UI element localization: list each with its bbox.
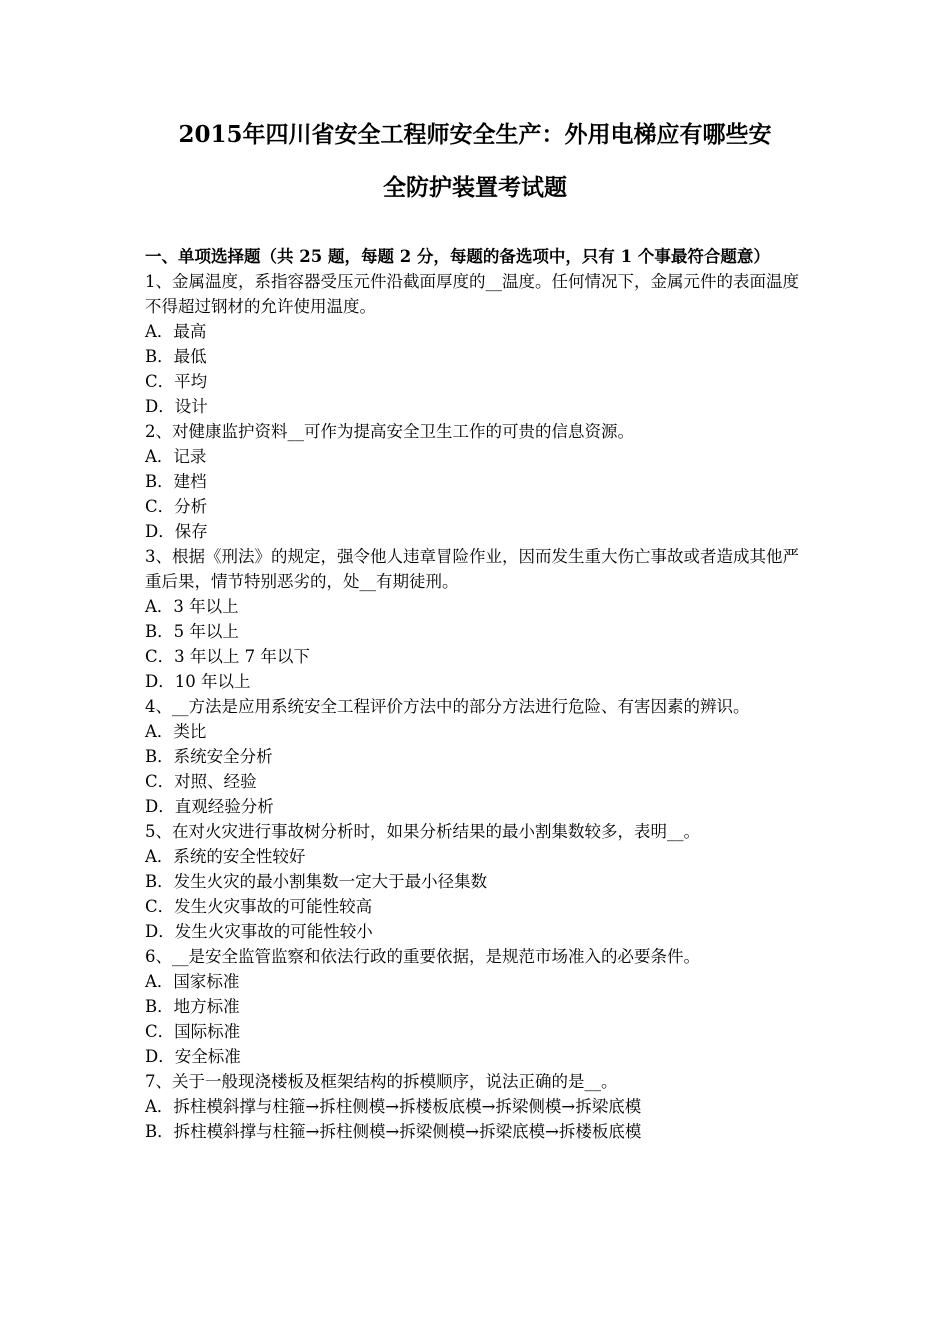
- document-body: [145, 244, 810, 1144]
- question-5: [145, 819, 810, 944]
- option-b: B．5 年以上: [145, 622, 239, 641]
- option-a: A．系统的安全性较好: [145, 847, 306, 866]
- question-text: 7、关于一般现浇楼板及框架结构的拆模顺序，说法正确的是__。: [145, 1072, 618, 1091]
- question-text: 2、对健康监护资料__可作为提高安全卫生工作的可贵的信息资源。: [145, 422, 634, 441]
- option-d: D．直观经验分析: [145, 797, 274, 816]
- option-d: D．10 年以上: [145, 672, 251, 691]
- question-1: [145, 269, 810, 419]
- option-b: B．建档: [145, 472, 207, 491]
- option-c: C．对照、经验: [145, 772, 257, 791]
- section-heading: 一、单项选择题（共 25 题，每题 2 分，每题的备选项中，只有 1 个事最符合题意）: [145, 247, 770, 266]
- question-6: [145, 944, 810, 1069]
- question-text: 4、__方法是应用系统安全工程评价方法中的部分方法进行危险、有害因素的辨识。: [145, 697, 750, 716]
- question-7: [145, 1069, 810, 1144]
- option-a: A．拆柱模斜撑与柱箍→拆柱侧模→拆楼板底模→拆梁侧模→拆梁底模: [145, 1097, 642, 1116]
- question-text: 6、__是安全监管监察和依法行政的重要依据，是规范市场准入的必要条件。: [145, 947, 700, 966]
- option-b: B．系统安全分析: [145, 747, 273, 766]
- question-text: 5、在对火灾进行事故树分析时，如果分析结果的最小割集数较多，表明__。: [145, 822, 700, 841]
- option-c: C．国际标准: [145, 1022, 241, 1041]
- option-c: C．3 年以上 7 年以下: [145, 647, 310, 666]
- option-a: A．最高: [145, 322, 207, 341]
- option-b: B．发生火灾的最小割集数一定大于最小径集数: [145, 872, 488, 891]
- document-title-line-1: 2015年四川省安全工程师安全生产：外用电梯应有哪些安: [178, 121, 772, 148]
- option-a: A．记录: [145, 447, 207, 466]
- option-c: C．分析: [145, 497, 208, 516]
- question-4: [145, 694, 810, 819]
- option-d: D．保存: [145, 522, 208, 541]
- option-d: D．设计: [145, 397, 208, 416]
- option-a: A．国家标准: [145, 972, 240, 991]
- option-a: A．3 年以上: [145, 597, 239, 616]
- question-3: [145, 544, 810, 694]
- option-b: B．最低: [145, 347, 207, 366]
- document-title-line-2: 全防护装置考试题: [383, 174, 567, 201]
- option-c: C．平均: [145, 372, 208, 391]
- option-b: B．地方标准: [145, 997, 240, 1016]
- option-b: B．拆柱模斜撑与柱箍→拆柱侧模→拆梁侧模→拆梁底模→拆楼板底模: [145, 1122, 642, 1141]
- question-2: [145, 419, 810, 544]
- option-d: D．安全标准: [145, 1047, 241, 1066]
- option-c: C．发生火灾事故的可能性较高: [145, 897, 373, 916]
- option-d: D．发生火灾事故的可能性较小: [145, 922, 373, 941]
- question-text: 3、根据《刑法》的规定，强令他人违章冒险作业，因而发生重大伤亡事故或者造成其他严重后果，情节特别恶劣的，处__有期徒刑。: [145, 547, 799, 591]
- question-text: 1、金属温度，系指容器受压元件沿截面厚度的__温度。任何情况下，金属元件的表面温度不得超过钢材的允许使用温度。: [145, 272, 799, 316]
- option-a: A．类比: [145, 722, 207, 741]
